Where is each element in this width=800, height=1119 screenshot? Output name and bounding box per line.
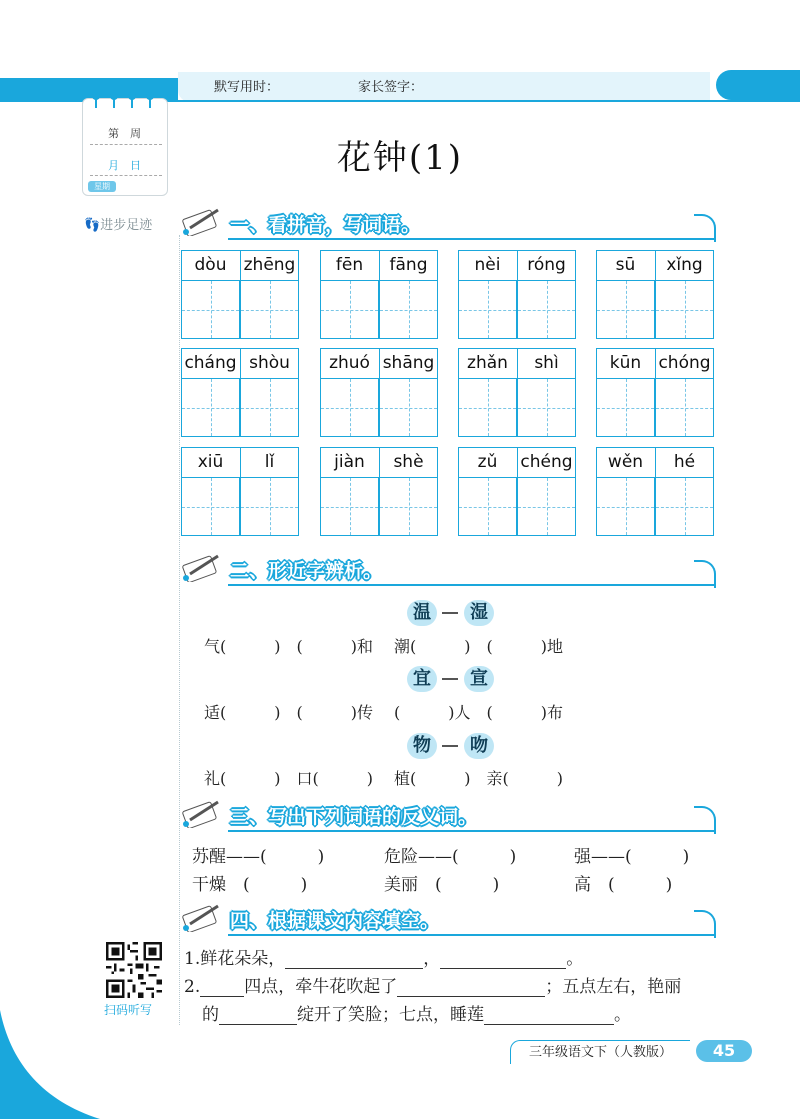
antonym-item[interactable]: 苏醒——( ) [192,847,325,867]
antonym-item[interactable]: 危险——( ) [384,847,517,867]
writing-box[interactable] [458,280,517,339]
word-cell [596,348,714,436]
section-line-cap [694,560,716,588]
word-cell [181,447,299,535]
dictation-time-label: 默写用时： [214,80,280,95]
section2-header [178,552,716,586]
pinyin-syllable: nèi [474,255,501,275]
top-divider [178,100,800,102]
writing-box[interactable] [596,280,655,339]
answer-blank[interactable] [440,950,566,969]
blank-line[interactable]: 礼( ) 口( ) 植( ) 亲( ) [204,769,564,788]
pinyin-syllable: cháng [184,353,237,373]
writing-box[interactable] [655,378,714,437]
writing-box[interactable] [458,378,517,437]
writing-box[interactable] [517,378,576,437]
fill-text: ， [423,949,441,969]
writing-box[interactable] [181,378,240,437]
pinyin-syllable: shì [534,353,559,373]
fill-text: 绽开了笑脸；七点，睡莲 [297,1005,484,1025]
qr-code-icon[interactable] [106,942,162,998]
writing-box[interactable] [458,477,517,536]
fill-line-3 [202,1000,631,1025]
section4-header [178,902,716,936]
writing-box[interactable] [517,477,576,536]
pinyin-syllable: shòu [249,353,290,373]
pinyin-syllable: sū [615,255,636,275]
writing-box[interactable] [240,378,299,437]
pinyin-syllable: kūn [609,353,642,373]
word-cell [181,348,299,436]
progress-label [84,214,152,233]
word-cell [458,250,576,338]
pinyin-syllable: wěn [607,452,644,472]
corner-decoration [0,1010,100,1119]
word-cell [596,250,714,338]
fill-text: ；五点左右，艳丽 [545,977,682,997]
word-cell [181,250,299,338]
calendar-week: 第 周 [108,127,141,140]
section-line-cap [694,806,716,834]
footer-book: 三年级语文下（人教版） [510,1040,690,1064]
pinyin-syllable: chéng [520,452,573,472]
pinyin-syllable: dòu [194,255,227,275]
fill-text: 。 [614,1005,631,1025]
char-pill: 宣 [464,666,494,692]
pinyin-syllable: róng [527,255,566,275]
ring-post [149,98,151,108]
writing-box[interactable] [240,477,299,536]
antonym-item[interactable]: 美丽 ( ) [384,875,500,895]
word-cell [320,250,438,338]
qr-label: 扫码听写 [104,1003,153,1017]
writing-box[interactable] [320,477,379,536]
pinyin-syllable: zhǎn [467,353,508,373]
fill-text: 2. [184,977,201,997]
pinyin-syllable: zhuó [329,353,370,373]
antonym-item[interactable]: 干燥 ( ) [192,875,308,895]
pencil-icon [180,902,224,932]
pinyin-syllable: chóng [658,353,711,373]
char-pill: 温 [407,600,437,626]
writing-box[interactable] [181,280,240,339]
calendar-date: 月 日 [108,159,141,172]
writing-box[interactable] [655,477,714,536]
pinyin-syllable: shāng [382,353,435,373]
antonym-item[interactable]: 强——( ) [574,847,690,867]
pinyin-syllable: jiàn [334,452,365,472]
fill-line-1 [184,944,583,969]
blank-line[interactable]: 适( ) ( )传 ( )人 ( )布 [204,703,564,722]
pinyin-syllable: fāng [389,255,428,275]
fill-text: 的 [202,1005,219,1025]
ring-post [95,98,97,108]
blank-line[interactable]: 气( ) ( )和 潮( ) ( )地 [204,637,564,656]
pencil-icon [180,798,224,828]
answer-blank[interactable] [219,1006,297,1025]
ring-post [131,98,133,108]
section1-title: 一、看拼音，写词语。 [230,214,421,236]
pinyin-syllable: zhēng [243,255,296,275]
char-pill: 宜 [407,666,437,692]
section-line [228,830,716,832]
section-line [228,584,716,586]
writing-box[interactable] [181,477,240,536]
fill-text: 1.鲜花朵朵， [184,949,286,969]
section3-header [178,798,716,832]
writing-box[interactable] [596,477,655,536]
antonym-item[interactable]: 高 ( ) [574,875,673,895]
writing-box[interactable] [240,280,299,339]
pinyin-syllable: xiū [197,452,224,472]
pinyin-syllable: hé [673,452,696,472]
writing-box[interactable] [320,378,379,437]
word-cell [458,447,576,535]
pinyin-syllable: zǔ [477,452,498,472]
writing-box[interactable] [379,477,438,536]
progress-text: 进步足迹 [100,218,153,233]
writing-box[interactable] [655,280,714,339]
pair-dash [442,612,458,614]
ring-post [113,98,115,108]
writing-box[interactable] [379,280,438,339]
top-bar-right [716,70,800,100]
section1-header [178,206,716,240]
section-line [228,934,716,936]
char-pill: 吻 [464,733,494,759]
answer-blank[interactable] [200,978,244,997]
fill-text: 四点，牵牛花吹起了 [244,977,398,997]
pair-dash [442,678,458,680]
word-cell [320,348,438,436]
page-number: 45 [696,1040,752,1062]
writing-box[interactable] [517,280,576,339]
word-cell [596,447,714,535]
section4-title: 四、根据课文内容填空。 [230,910,440,932]
pencil-icon [180,552,224,582]
section3-title: 三、写出下列词语的反义词。 [230,806,478,828]
parent-sign-label: 家长签字： [358,80,424,95]
word-cell [458,348,576,436]
section-line-cap [694,214,716,242]
pencil-icon [180,206,224,236]
pinyin-syllable: fēn [335,255,364,275]
pinyin-syllable: shè [393,452,424,472]
pinyin-syllable: xǐng [666,255,703,275]
writing-box[interactable] [320,280,379,339]
section-line-cap [694,910,716,938]
char-pill: 湿 [464,600,494,626]
fill-text: 。 [566,949,584,969]
fill-line-2 [184,972,681,997]
writing-box[interactable] [596,378,655,437]
word-cell [320,447,438,535]
pinyin-syllable: lǐ [264,452,275,472]
section2-title: 二、形近字辨析。 [230,560,383,582]
section-line [228,238,716,240]
char-pill: 物 [407,733,437,759]
answer-blank[interactable] [285,950,423,969]
weekday-badge: 星期 [88,181,116,192]
footprint-icon: 👣 [84,218,101,233]
page-title: 花钟(1) [336,138,464,178]
writing-box[interactable] [379,378,438,437]
pair-dash [442,745,458,747]
answer-blank[interactable] [397,978,545,997]
answer-blank[interactable] [484,1006,614,1025]
